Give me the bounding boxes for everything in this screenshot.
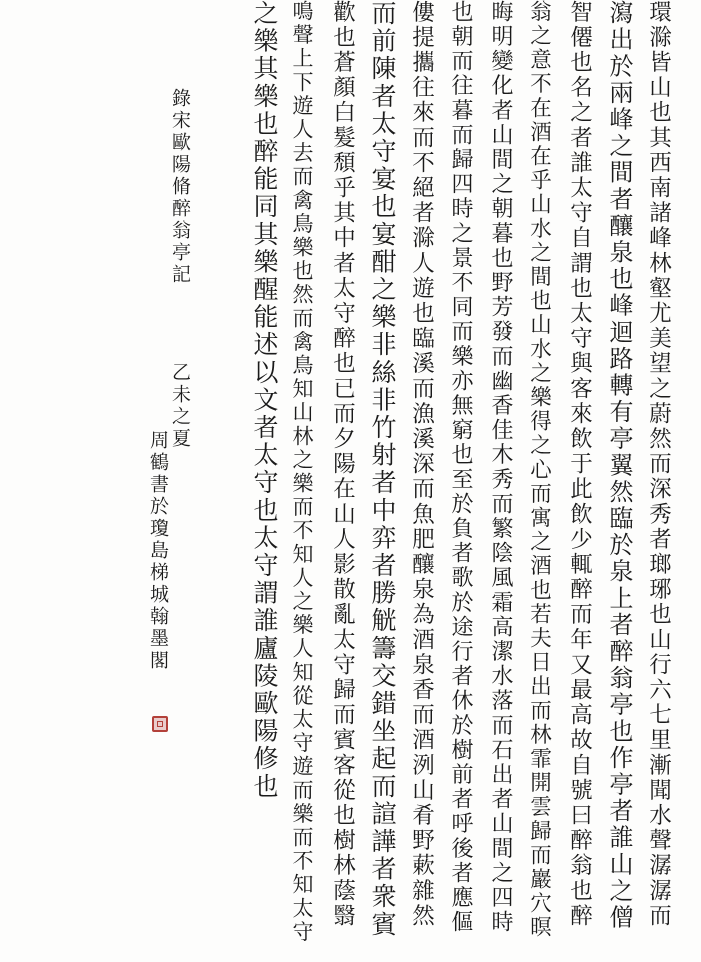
text-column-1: 環滁皆山也其西南諸峰林壑尤美望之蔚然而深秀者瑯琊也山行六七里漸聞水聲潺潺而 [645, 0, 672, 929]
text-column-8: 而前陳者太守宴也宴酣之樂非絲非竹射者中弈者勝觥籌交錯坐起而諠譁者衆賓 [368, 0, 397, 939]
red-seal-stamp [152, 716, 168, 732]
text-column-3: 智僊也名之者誰太守自謂也太守與客來飲于此飲少輒醉而年又最高故自號曰醉翁也醉 [566, 0, 593, 929]
text-column-11: 之樂其樂也醉能同其樂醒能述以文者太守也太守謂誰廬陵歐陽修也 [250, 0, 279, 801]
author-signature: 周鶴書於瓊島梯城翰墨閣 [147, 430, 169, 672]
text-column-7: 僂提攜往來而不絕者滁人遊也臨溪而漁溪深而魚肥釀泉為酒泉香而酒洌山肴野蔌雜然 [408, 0, 435, 929]
text-column-10: 鳴聲上下遊人去而禽鳥樂也然而禽鳥知山林之樂而不知人之樂人知從太守遊而樂而不知太守 [290, 0, 314, 944]
text-column-2: 瀉出於兩峰之間者釀泉也峰迴路轉有亭翼然臨於泉上者醉翁亭也作亭者誰山之僧 [605, 0, 633, 931]
text-column-5: 晦明變化者山間之朝暮也野芳發而幽香佳木秀而繁陰風霜高潔水落而石出者山間之四時 [488, 0, 513, 935]
text-column-9: 歡也蒼顏白髮頹乎其中者太守醉也已而夕陽在山人影散亂太守歸而賓客從也樹林蔭翳 [329, 0, 356, 929]
text-column-6: 也朝而往暮而歸四時之景不同而樂亦無窮也至於負者歌於途行者休於樹前者呼後者應傴 [448, 0, 473, 935]
date-inscription: 乙未之夏 [169, 362, 191, 450]
source-title: 錄宋歐陽脩醉翁亭記 [169, 88, 191, 286]
text-column-4: 翁之意不在酒在乎山水之間也山水之樂得之心而寓之酒也若夫日出而林霏開雲歸而巖穴暝 [526, 0, 552, 940]
